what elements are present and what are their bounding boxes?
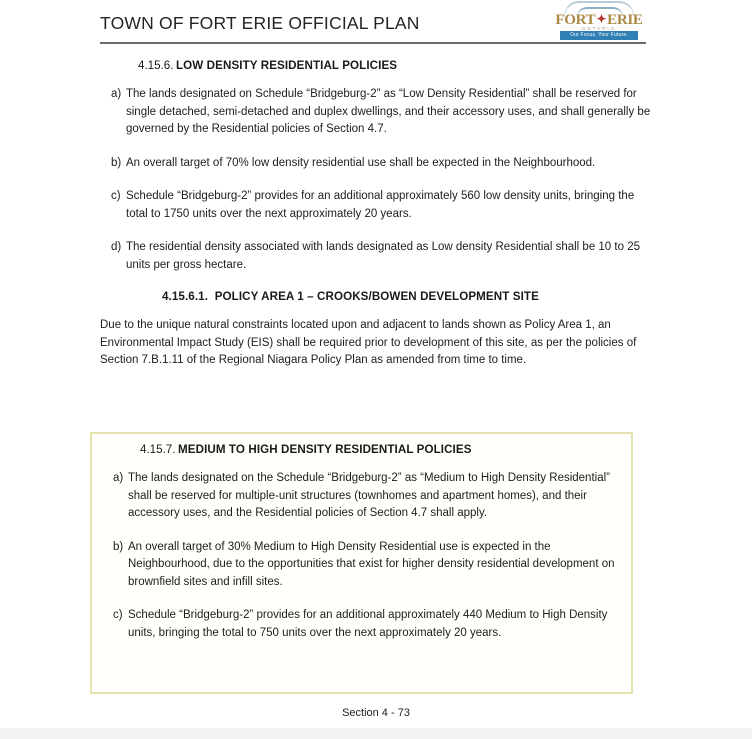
page-title: TOWN OF FORT ERIE OFFICIAL PLAN <box>100 13 420 33</box>
subsection-title: POLICY AREA 1 – CROOKS/BOWEN DEVELOPMENT SITE <box>214 290 539 303</box>
list-item <box>100 239 652 274</box>
list-item-text: An overall target of 30% Medium to High Density Residential use is expected in the Neighbourhood, due to the opportunities that exist for higher density residential development on brownfield sites and infill sites. <box>128 540 615 588</box>
section-number: 4.15.6. <box>138 59 174 72</box>
list-item-text: The residential density associated with lands designated as Low density Residential shall be 10 to 25 units per gross hectare. <box>126 241 640 271</box>
document-header <box>100 0 652 48</box>
subsection-number: 4.15.6.1. <box>162 290 209 303</box>
section-title: MEDIUM TO HIGH DENSITY RESIDENTIAL POLICIES <box>178 443 472 456</box>
logo-subtitle: ONTARIO <box>581 26 617 31</box>
section-number: 4.15.7. <box>140 443 176 456</box>
list-item-text: The lands designated on the Schedule “Bridgeburg-2” as “Medium to High Density Residential” shall be reserved for multiple-unit structures (townhomes and apartment homes), and their accessory uses, and the Residential policies of Section 4.7 shall apply. <box>128 472 610 519</box>
list-item-text: Schedule “Bridgeburg-2” provides for an additional approximately 440 Medium to High Density units, bringing the total to 750 units over the next approximately 20 years. <box>128 609 608 639</box>
subsection-paragraph: Due to the unique natural constraints located upon and adjacent to lands shown as Policy Area 1, an Environmental Impact Study (EIS) shall be required prior to development of this site, as per the policies of Section 7.B.1.11 of the Regional Niagara Policy Plan as amended from time to time. <box>100 319 637 366</box>
list-item-text: Schedule “Bridgeburg-2” provides for an additional approximately 560 low density units, bringing the total to 1750 units over the next approximately 20 years. <box>126 190 635 220</box>
subsection-heading-4-15-6-1 <box>100 290 652 303</box>
list-marker: a) <box>111 88 122 100</box>
fort-erie-logo <box>550 1 648 42</box>
viewer-bottom-band <box>0 728 752 739</box>
highlighted-section-content <box>102 443 623 642</box>
section-heading-4-15-6 <box>100 59 652 72</box>
list-item <box>102 539 623 592</box>
list-item <box>100 86 652 139</box>
list-item-text: The lands designated on Schedule “Bridgeburg-2” as “Low Density Residential” shall be reserved for single detached, semi-detached and duplex dwellings, and their accessory uses, and shall generally be governed by the Residential policies of Section 4.7. <box>126 88 651 135</box>
list-marker: a) <box>113 472 124 484</box>
section-heading-4-15-7 <box>102 443 623 456</box>
header-divider <box>100 42 646 44</box>
list-marker: d) <box>111 241 122 253</box>
list-item <box>100 188 652 223</box>
highlighted-section-box <box>90 432 633 694</box>
section-title: LOW DENSITY RESIDENTIAL POLICIES <box>176 59 398 72</box>
list-marker: b) <box>111 156 122 169</box>
page-footer: Section 4 - 73 <box>342 707 410 719</box>
list-item <box>100 155 652 173</box>
list-item <box>102 470 623 523</box>
page-content <box>100 0 652 370</box>
list-marker: c) <box>113 609 123 621</box>
list-marker: b) <box>113 540 124 553</box>
logo-tagline: Our Focus. Your Future. <box>560 31 638 40</box>
logo-separator-icon: ✦ <box>596 12 607 26</box>
logo-word-fort: FORT <box>555 12 596 28</box>
list-item <box>102 607 623 642</box>
list-marker: c) <box>111 190 121 202</box>
logo-word-erie: ERIE <box>607 12 643 28</box>
list-item-text: An overall target of 70% low density residential use shall be expected in the Neighbourhood. <box>126 156 596 169</box>
